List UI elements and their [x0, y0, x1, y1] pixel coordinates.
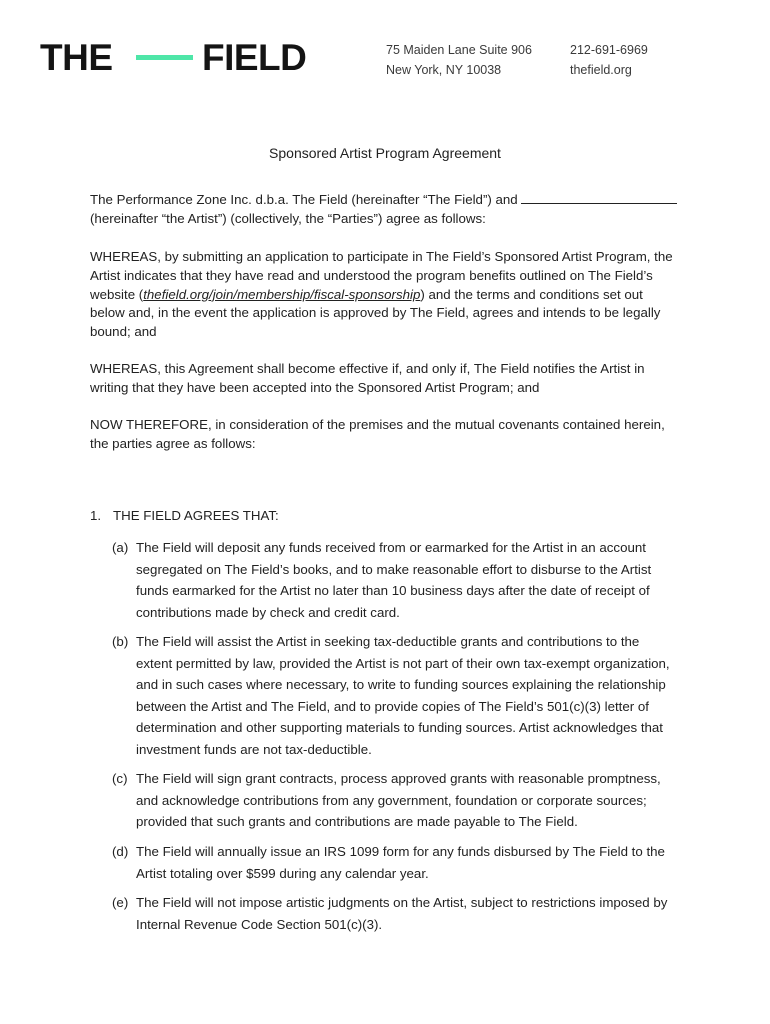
item-marker: (d)	[112, 844, 129, 859]
whereas1-text-1: WHEREAS, by submitting an application to participate in The Field’s Sponsored Artist Program, the Artist indicates that they have read and understood the program benefits outlined on The Field’s website (	[90, 249, 673, 302]
letterhead	[0, 0, 770, 100]
item-text: The Field will sign grant contracts, process approved grants with reasonable promptness, and acknowledge contributions from any government, foundation or corporate sources; provided that such grants and contributions are made payable to The Field.	[136, 771, 661, 829]
logo-text-the: THE	[40, 37, 113, 78]
intro-text-2: (hereinafter “the Artist”) (collectively, the “Parties”) agree as follows:	[90, 210, 486, 226]
whereas-paragraph-1	[90, 248, 680, 342]
address-block	[386, 40, 532, 80]
artist-name-blank[interactable]	[521, 191, 677, 204]
list-item	[112, 631, 677, 760]
whereas-paragraph-2: WHEREAS, this Agreement shall become effective if, and only if, The Field notifies the Artist in writing that they have been accepted into the Sponsored Artist Program; and	[90, 361, 645, 395]
list-item	[112, 892, 677, 935]
item-marker: (a)	[112, 540, 129, 555]
intro-paragraph	[90, 191, 680, 229]
logo-text-field: FIELD	[202, 37, 307, 78]
list-item	[112, 768, 677, 833]
fiscal-sponsorship-link[interactable]: thefield.org/join/membership/fiscal-sponsorship	[143, 286, 421, 302]
phone-number: 212-691-6969	[570, 43, 648, 57]
section-1-number: 1.	[90, 508, 102, 523]
list-item	[112, 537, 677, 623]
item-marker: (e)	[112, 895, 129, 910]
item-marker: (b)	[112, 634, 129, 649]
logo-accent-bar	[136, 55, 193, 60]
item-text: The Field will not impose artistic judgments on the Artist, subject to restrictions imposed by Internal Revenue Code Section 501(c)(3).	[136, 895, 668, 932]
document-title: Sponsored Artist Program Agreement	[269, 145, 501, 161]
item-text: The Field will annually issue an IRS 1099 form for any funds disbursed by The Field to the Artist totaling over $599 during any calendar year.	[136, 844, 665, 881]
address-line-1: 75 Maiden Lane Suite 906	[386, 43, 532, 57]
website: thefield.org	[570, 63, 632, 77]
item-marker: (c)	[112, 771, 128, 786]
list-item	[112, 841, 677, 884]
item-text: The Field will deposit any funds received from or earmarked for the Artist in an account segregated on The Field’s books, and to make reasonable effort to disburse to the Artist funds earmarked for the Artist no later than 10 business days after the date of receipt of contributions made by check and credit card.	[136, 540, 652, 620]
address-line-2: New York, NY 10038	[386, 63, 502, 77]
now-therefore-paragraph: NOW THEREFORE, in consideration of the premises and the mutual covenants contained herein, the parties agree as follows:	[90, 417, 665, 451]
item-text: The Field will assist the Artist in seeking tax-deductible grants and contributions to the extent permitted by law, provided the Artist is not part of their own tax-exempt organization, and in such cases where necessary, to write to funding sources explaining the relationship between the Artist and The Field, and to provide copies of The Field’s 501(c)(3) letter of determination and other supporting materials to funding sources. Artist acknowledges that investment funds are not tax-deductible.	[136, 634, 670, 757]
whereas1-text-2: ) and the terms and conditions set out below and, in the event the application is approved by The Field, agrees and intends to be legally bound; and	[90, 286, 661, 340]
section-1-heading	[90, 508, 279, 523]
section-1-title: THE FIELD AGREES THAT:	[113, 508, 279, 523]
contact-block	[570, 40, 648, 80]
intro-text-1: The Performance Zone Inc. d.b.a. The Field (hereinafter “The Field”) and	[90, 192, 518, 207]
